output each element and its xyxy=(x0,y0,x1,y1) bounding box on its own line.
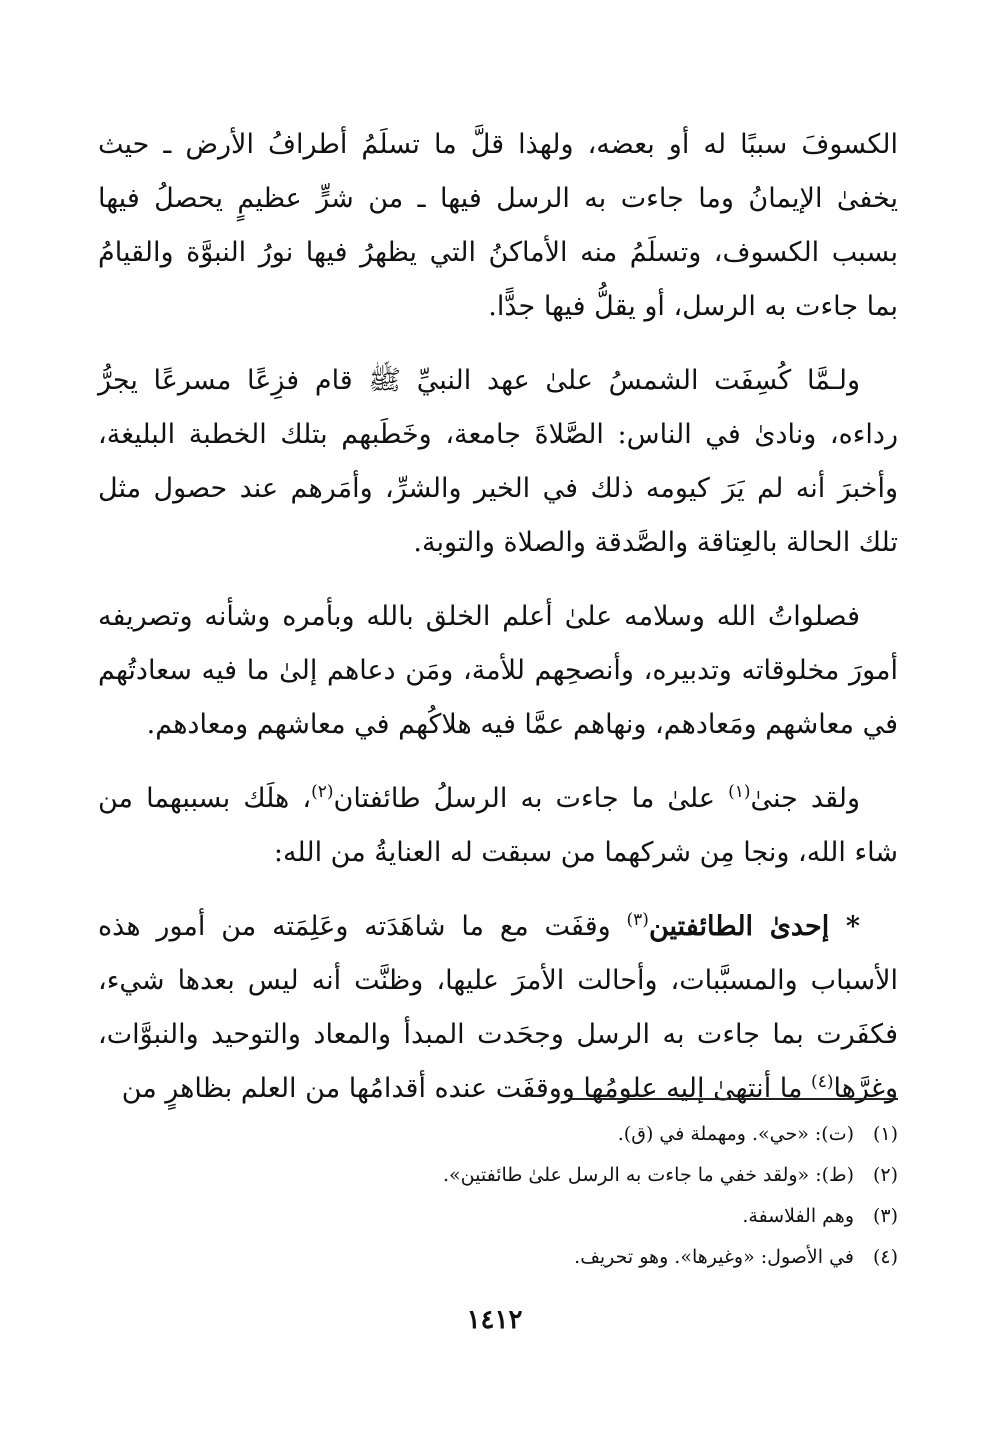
footnote-text: في الأصول: «وغيرها». وهو تحريف. xyxy=(574,1246,854,1268)
paragraph-text: ، هلَك بسببهما من شاء الله، ونجا مِن شركهما من سبقت له العنايةُ من الله: xyxy=(98,783,898,868)
footnote-ref-1[interactable]: (١) xyxy=(728,782,751,802)
footnote-number: (٣) xyxy=(872,1205,898,1227)
footnote-text: (ط): «ولقد خفي ما جاءت به الرسل علىٰ طائفتين». xyxy=(442,1164,854,1186)
paragraph-text: ولـمَّا كُسِفَت الشمسُ علىٰ عهد النبيِّ ﷺ قام فزِعًا مسرعًا يجرُّ رداءه، ونادىٰ في الناس: الصَّلاةَ جامعة، وخَطَبهم بتلك الخطبة البليغة، وأخبرَ أنه لم يَرَ كيومه ذلك في الخير والشرِّ، وأمَرهم عند حصول مثل تلك الحالة بالعِتاقة والصَّدقة والصلاة والتوبة. xyxy=(98,365,898,558)
main-text xyxy=(98,118,898,1136)
footnote-text: (ت): «حي». ومهملة في (ق). xyxy=(617,1123,854,1145)
footnote-number: (٤) xyxy=(872,1246,898,1268)
paragraph-5 xyxy=(98,900,898,1116)
paragraph-text: ولقد جنىٰ xyxy=(750,783,861,814)
paragraph-1 xyxy=(98,118,898,334)
paragraph-3 xyxy=(98,590,898,752)
paragraph-2 xyxy=(98,354,898,570)
footnote-1 xyxy=(98,1114,898,1155)
paragraph-text: وقفَت مع ما شاهَدَته وعَلِمَته من أمور هذه الأسباب والمسبَّبات، وأحالت الأمرَ عليها، وظنَّت أنه ليس بعدها شيء، فكفَرت بما جاءت به الرسل وجحَدت المبدأ والمعاد والتوحيد والنبوَّات، وغرَّها xyxy=(98,911,898,1104)
paragraph-text: الكسوفَ سببًا له أو بعضه، ولهذا قلَّ ما تسلَمُ أطرافُ الأرض ـ حيث يخفىٰ الإيمانُ وما جاءت به الرسل فيها ـ من شرٍّ عظيمٍ يحصلُ فيها بسبب الكسوف، وتسلَمُ منه الأماكنُ التي يظهرُ فيها نورُ النبوَّة والقيامُ بما جاءت به الرسل، أو يقلُّ فيها جدًّا. xyxy=(98,129,898,322)
page-number: ١٤١٢ xyxy=(466,1305,523,1335)
footnote-text: وهم الفلاسفة. xyxy=(742,1205,854,1227)
footnote-number: (١) xyxy=(872,1123,898,1145)
footnote-4 xyxy=(98,1237,898,1278)
footnote-3 xyxy=(98,1196,898,1237)
paragraph-text: علىٰ ما جاءت به الرسلُ طائفتان xyxy=(333,783,729,814)
footnote-2 xyxy=(98,1155,898,1196)
footnote-ref-3[interactable]: (٣) xyxy=(626,910,649,930)
paragraph-text: فصلواتُ الله وسلامه علىٰ أعلم الخلق بالله وبأمره وشأنه وتصريفه أمورَ مخلوقاته وتدبيره، وأنصحِهم للأمة، ومَن دعاهم إلىٰ ما فيه سعادتُهم في معاشهم ومَعادهم، ونهاهم عمَّا فيه هلاكُهم في معاشهم ومعادهم. xyxy=(98,601,898,740)
section-heading: * إحدىٰ الطائفتين xyxy=(648,911,861,942)
footnote-number: (٢) xyxy=(872,1164,898,1186)
paragraph-text: ما أنتهىٰ إليه علومُها ووقفَت عنده أقدامُها من العلم بظاهرٍ من xyxy=(121,1073,812,1104)
footnote-ref-4[interactable]: (٤) xyxy=(811,1072,834,1092)
footnote-divider xyxy=(568,1098,898,1100)
paragraph-4 xyxy=(98,772,898,880)
footnote-ref-2[interactable]: (٢) xyxy=(311,782,334,802)
footnotes-section xyxy=(98,1098,898,1278)
